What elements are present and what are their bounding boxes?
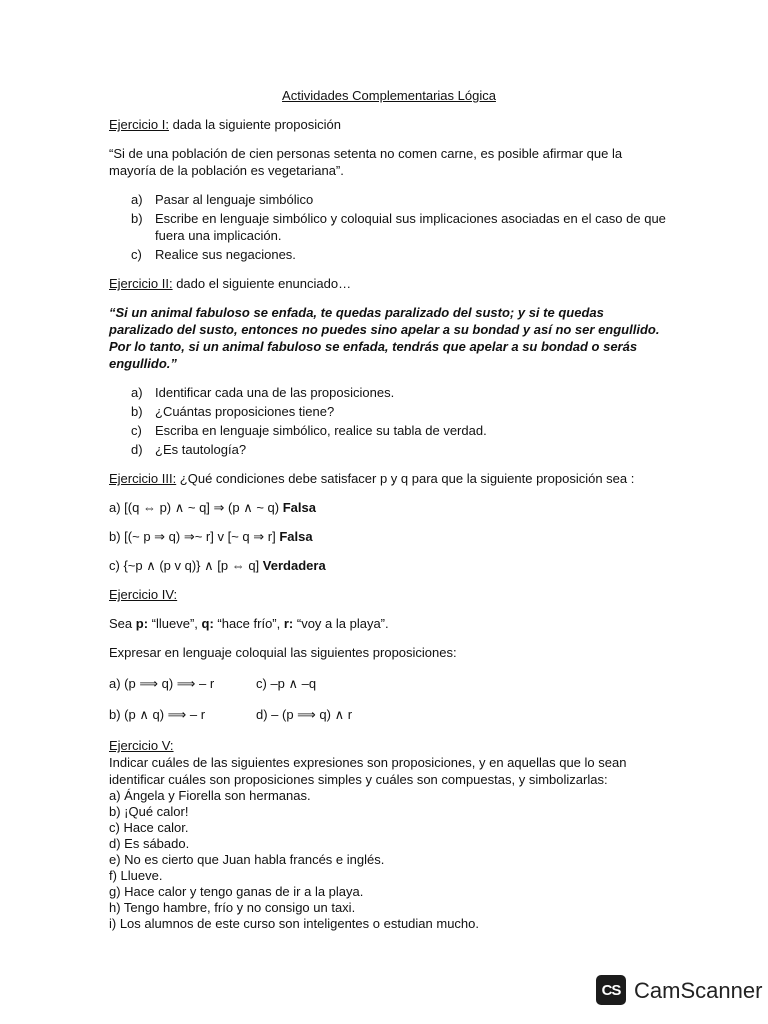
ex4-item-c: c) –p ∧ –q: [256, 676, 317, 691]
var-p: p:: [135, 616, 149, 631]
ex4-heading: [109, 586, 669, 603]
var-r: r:: [283, 616, 294, 631]
ex3-expr: a) [(q ⇔ p) ∧ ~ q] ⇒ (p ∧ ~ q): [109, 500, 283, 515]
list-item: b) ¡Qué calor!: [109, 804, 189, 819]
list-item: a) Ángela y Fiorella son hermanas.: [109, 788, 311, 803]
var-p-text: “llueve”,: [148, 616, 202, 631]
ex3-expr: b) [(~ p ⇒ q) ⇒~ r] v [~ q ⇒ r]: [109, 529, 280, 544]
list-marker: c): [131, 247, 142, 262]
ex4-row-1: [109, 675, 669, 692]
ex5-label: Ejercicio V:: [109, 738, 174, 753]
ex3-label: Ejercicio III:: [109, 471, 177, 486]
ex5-instruction: Indicar cuáles de las siguientes expresiones son proposiciones, y en aquellas que lo sean identificar cuáles son proposiciones simples y cuáles son compuestas, y simbolizarlas:: [109, 755, 627, 787]
page-title: Actividades Complementarias Lógica: [282, 88, 496, 103]
document-page: [109, 87, 669, 932]
ex4-item-d: d) – (p ⟹ q) ∧ r: [256, 707, 353, 722]
ex2-list: [109, 384, 669, 458]
ex1-intro: dada la siguiente proposición: [168, 117, 341, 132]
list-item: d) Es sábado.: [109, 836, 190, 851]
ex5-heading: [109, 737, 669, 754]
ex4-item-a: a) (p ⟹ q) ⟹ – r: [109, 676, 215, 691]
ex2-quote: “Si un animal fabuloso se enfada, te quedas paralizado del susto; y si te quedas paralizado del susto, entonces no puedes sino apelar a su bondad y así no ser engullido. Por lo tanto, si un animal fabuloso se enfada, tendrás que apelar a su bondad o serás engullido.”: [109, 305, 660, 371]
ex5-list: [109, 788, 669, 932]
ex4-defs-pre: Sea: [109, 616, 136, 631]
ex2-heading: [109, 275, 669, 292]
var-r-text: “voy a la playa”.: [293, 616, 389, 631]
list-text: Escribe en lenguaje simbólico y coloquial sus implicaciones asociadas en el caso de que fuera una implicación.: [155, 211, 666, 243]
list-item: [109, 191, 669, 208]
list-text: ¿Cuántas proposiciones tiene?: [155, 404, 335, 419]
camscanner-text: CamScanner: [634, 977, 763, 1003]
list-text: Identificar cada una de las proposiciones.: [155, 385, 395, 400]
list-text: ¿Es tautología?: [155, 442, 247, 457]
ex3-heading: [109, 470, 669, 487]
list-text: Escriba en lenguaje simbólico, realice su tabla de verdad.: [155, 423, 487, 438]
list-marker: a): [131, 385, 143, 400]
list-marker: a): [131, 192, 143, 207]
list-item: [109, 246, 669, 263]
ex3-value: Verdadera: [262, 558, 326, 573]
ex4-definitions: [109, 615, 669, 632]
ex2-intro: dado el siguiente enunciado…: [172, 276, 352, 291]
list-item: g) Hace calor y tengo ganas de ir a la playa.: [109, 884, 364, 899]
var-q-text: “hace frío”,: [213, 616, 284, 631]
list-item: [109, 441, 669, 458]
camscanner-watermark: [596, 975, 762, 1005]
ex3-item-b: [109, 528, 669, 545]
list-marker: b): [131, 211, 143, 226]
ex1-quote: “Si de una población de cien personas setenta no comen carne, es posible afirmar que la mayoría de la población es vegetariana”.: [109, 146, 623, 178]
ex3-value: Falsa: [279, 529, 313, 544]
ex4-instruction: Expresar en lenguaje coloquial las siguientes proposiciones:: [109, 645, 457, 660]
camscanner-logo-icon: CS: [596, 975, 626, 1005]
ex3-item-a: [109, 499, 669, 516]
list-marker: b): [131, 404, 143, 419]
ex3-intro: ¿Qué condiciones debe satisfacer p y q para que la siguiente proposición sea :: [176, 471, 635, 486]
list-item: [109, 403, 669, 420]
list-item: f) Llueve.: [109, 868, 163, 883]
ex4-label: Ejercicio IV:: [109, 587, 178, 602]
list-item: e) No es cierto que Juan habla francés e inglés.: [109, 852, 385, 867]
ex1-list: [109, 191, 669, 263]
var-q: q:: [201, 616, 214, 631]
list-text: Pasar al lenguaje simbólico: [155, 192, 314, 207]
list-item: [109, 384, 669, 401]
list-item: h) Tengo hambre, frío y no consigo un taxi.: [109, 900, 356, 915]
ex1-heading: [109, 116, 669, 133]
list-item: [109, 422, 669, 439]
list-item: c) Hace calor.: [109, 820, 189, 835]
ex4-item-b: b) (p ∧ q) ⟹ – r: [109, 707, 206, 722]
ex2-label: Ejercicio II:: [109, 276, 173, 291]
ex3-value: Falsa: [282, 500, 316, 515]
ex4-row-2: [109, 706, 669, 723]
ex3-item-c: [109, 557, 669, 574]
list-item: i) Los alumnos de este curso son inteligentes o estudian mucho.: [109, 916, 479, 931]
ex1-label: Ejercicio I:: [109, 117, 169, 132]
list-item: [109, 210, 669, 244]
list-marker: d): [131, 442, 143, 457]
list-marker: c): [131, 423, 142, 438]
ex3-expr: c) {~p ∧ (p v q)} ∧ [p ⇔ q]: [109, 558, 263, 573]
list-text: Realice sus negaciones.: [155, 247, 296, 262]
